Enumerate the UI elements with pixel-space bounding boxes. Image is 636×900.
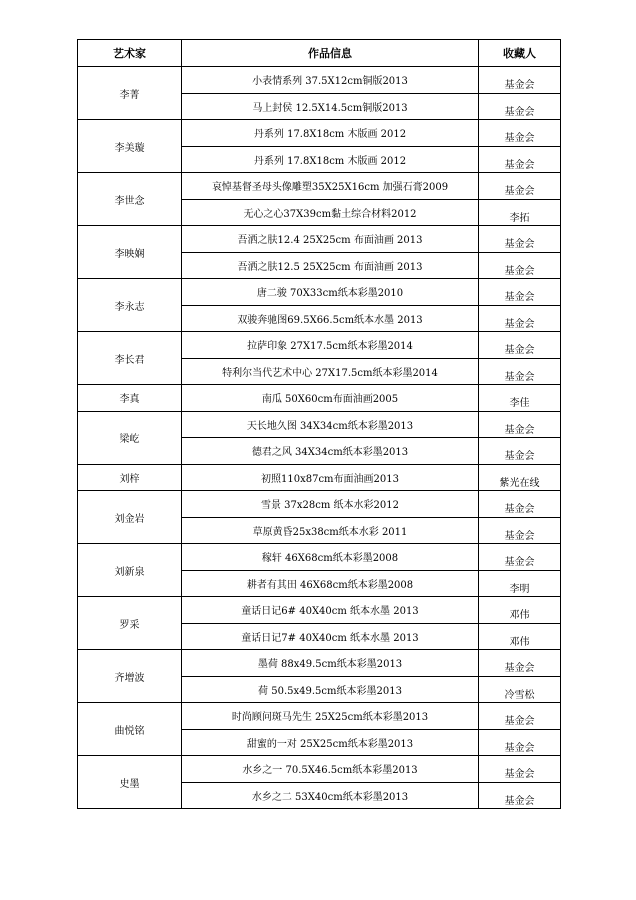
work-info: 哀悼基督圣母头像雕塑35X25X16cm 加强石膏2009: [182, 173, 479, 200]
work-info: 丹系列 17.8X18cm 木版画 2012: [182, 120, 479, 147]
collection-table: [77, 39, 561, 809]
work-info: 双骏奔驰图69.5X66.5cm纸本水墨 2013: [182, 305, 479, 332]
table-row: [78, 650, 561, 677]
collector-cell: [479, 464, 561, 491]
work-info: 特利尔当代艺术中心 27X17.5cm纸本彩墨2014: [182, 358, 479, 385]
collector-cell: [479, 279, 561, 306]
collector-name: 基金会: [504, 504, 535, 516]
artist-name: 曲悦铭: [78, 703, 182, 756]
artist-name: 梁屹: [78, 411, 182, 464]
table-row: [78, 491, 561, 518]
collector-column-header: 收藏人: [479, 40, 561, 67]
collector-name: 基金会: [504, 265, 535, 277]
collector-cell: [479, 226, 561, 253]
table-body: [78, 67, 561, 809]
work-info: 马上封侯 12.5X14.5cm铜版2013: [182, 93, 479, 120]
collector-name: 基金会: [504, 530, 535, 542]
work-info: 时尚顾问斑马先生 25X25cm纸本彩墨2013: [182, 703, 479, 730]
collector-cell: [479, 305, 561, 332]
artist-name: 李真: [78, 385, 182, 412]
work-info: 小表情系列 37.5X12cm铜版2013: [182, 67, 479, 94]
collector-name: 基金会: [504, 742, 535, 754]
collector-name: 基金会: [504, 318, 535, 330]
collector-name: 基金会: [504, 795, 535, 807]
collector-cell: [479, 332, 561, 359]
work-info: 耕者有其田 46X68cm纸本彩墨2008: [182, 570, 479, 597]
table-row: [78, 226, 561, 253]
artist-name: 李菁: [78, 67, 182, 120]
table-row: [78, 544, 561, 571]
work-info: 拉萨印象 27X17.5cm纸本彩墨2014: [182, 332, 479, 359]
table-row: [78, 332, 561, 359]
collector-cell: [479, 146, 561, 173]
collector-name: 基金会: [504, 424, 535, 436]
collector-name: 基金会: [504, 345, 535, 357]
collector-cell: [479, 93, 561, 120]
work-info: 童话日记7# 40X40cm 纸本水墨 2013: [182, 623, 479, 650]
table-row: [78, 385, 561, 412]
collector-cell: [479, 173, 561, 200]
table-row: [78, 279, 561, 306]
artist-name: 李映娴: [78, 226, 182, 279]
work-info: 天长地久图 34X34cm纸本彩墨2013: [182, 411, 479, 438]
collector-cell: [479, 570, 561, 597]
collector-name: 基金会: [504, 106, 535, 118]
artist-name: 史墨: [78, 756, 182, 809]
work-info: 南瓜 50X60cm布面油画2005: [182, 385, 479, 412]
collector-cell: [479, 438, 561, 465]
artist-name: 李美璇: [78, 120, 182, 173]
artist-name: 刘金岩: [78, 491, 182, 544]
table-row: [78, 464, 561, 491]
artist-name: 李永志: [78, 279, 182, 332]
collector-name: 基金会: [504, 557, 535, 569]
collector-name: 基金会: [504, 133, 535, 145]
work-info-column-header: 作品信息: [182, 40, 479, 67]
collector-name: 邓伟: [509, 610, 530, 622]
collector-name: 邓伟: [509, 636, 530, 648]
collector-cell: [479, 782, 561, 809]
collector-name: 基金会: [504, 186, 535, 198]
collector-cell: [479, 120, 561, 147]
work-info: 荷 50.5x49.5cm纸本彩墨2013: [182, 676, 479, 703]
collector-name: 李拓: [509, 212, 530, 224]
work-info: 吾洒之肤12.4 25X25cm 布面油画 2013: [182, 226, 479, 253]
artist-name: 刘新泉: [78, 544, 182, 597]
table-row: [78, 703, 561, 730]
collector-cell: [479, 199, 561, 226]
collector-cell: [479, 729, 561, 756]
work-info: 童话日记6# 40X40cm 纸本水墨 2013: [182, 597, 479, 624]
collector-cell: [479, 491, 561, 518]
work-info: 吾洒之肤12.5 25X25cm 布面油画 2013: [182, 252, 479, 279]
artist-column-header: 艺术家: [78, 40, 182, 67]
collector-name: 基金会: [504, 159, 535, 171]
collector-name: 基金会: [504, 716, 535, 728]
header-row: [78, 40, 561, 67]
collector-cell: [479, 544, 561, 571]
table-row: [78, 756, 561, 783]
work-info: 草原黄昏25x38cm纸本水彩 2011: [182, 517, 479, 544]
collector-cell: [479, 358, 561, 385]
collector-name: 李明: [509, 583, 530, 595]
table-row: [78, 67, 561, 94]
collector-cell: [479, 385, 561, 412]
table-row: [78, 120, 561, 147]
artist-name: 刘梓: [78, 464, 182, 491]
collector-name: 基金会: [504, 371, 535, 383]
collector-cell: [479, 703, 561, 730]
work-info: 墨荷 88x49.5cm纸本彩墨2013: [182, 650, 479, 677]
collector-cell: [479, 67, 561, 94]
collector-name: 冷雪松: [504, 689, 535, 701]
work-info: 唐二骏 70X33cm纸本彩墨2010: [182, 279, 479, 306]
collector-cell: [479, 676, 561, 703]
table-row: [78, 173, 561, 200]
work-info: 丹系列 17.8X18cm 木版画 2012: [182, 146, 479, 173]
collector-cell: [479, 252, 561, 279]
work-info: 甜蜜的一对 25X25cm纸本彩墨2013: [182, 729, 479, 756]
work-info: 德君之风 34X34cm纸本彩墨2013: [182, 438, 479, 465]
artist-name: 齐增波: [78, 650, 182, 703]
collector-cell: [479, 411, 561, 438]
artist-name: 罗采: [78, 597, 182, 650]
work-info: 无心之心37X39cm黏土综合材料2012: [182, 199, 479, 226]
collector-name: 基金会: [504, 451, 535, 463]
work-info: 初照110x87cm布面油画2013: [182, 464, 479, 491]
collector-name: 基金会: [504, 663, 535, 675]
collector-cell: [479, 623, 561, 650]
collector-name: 基金会: [504, 292, 535, 304]
collector-name: 基金会: [504, 769, 535, 781]
collector-cell: [479, 597, 561, 624]
collector-cell: [479, 650, 561, 677]
collector-name: 紫光在线: [499, 477, 540, 489]
artist-name: 李世念: [78, 173, 182, 226]
work-info: 水乡之二 53X40cm纸本彩墨2013: [182, 782, 479, 809]
table-row: [78, 597, 561, 624]
collector-cell: [479, 756, 561, 783]
collector-name: 李佳: [509, 398, 530, 410]
table-row: [78, 411, 561, 438]
work-info: 水乡之一 70.5X46.5cm纸本彩墨2013: [182, 756, 479, 783]
collector-cell: [479, 517, 561, 544]
collector-name: 基金会: [504, 80, 535, 92]
collector-name: 基金会: [504, 239, 535, 251]
work-info: 雪景 37x28cm 纸本水彩2012: [182, 491, 479, 518]
artist-name: 李长君: [78, 332, 182, 385]
work-info: 稼轩 46X68cm纸本彩墨2008: [182, 544, 479, 571]
